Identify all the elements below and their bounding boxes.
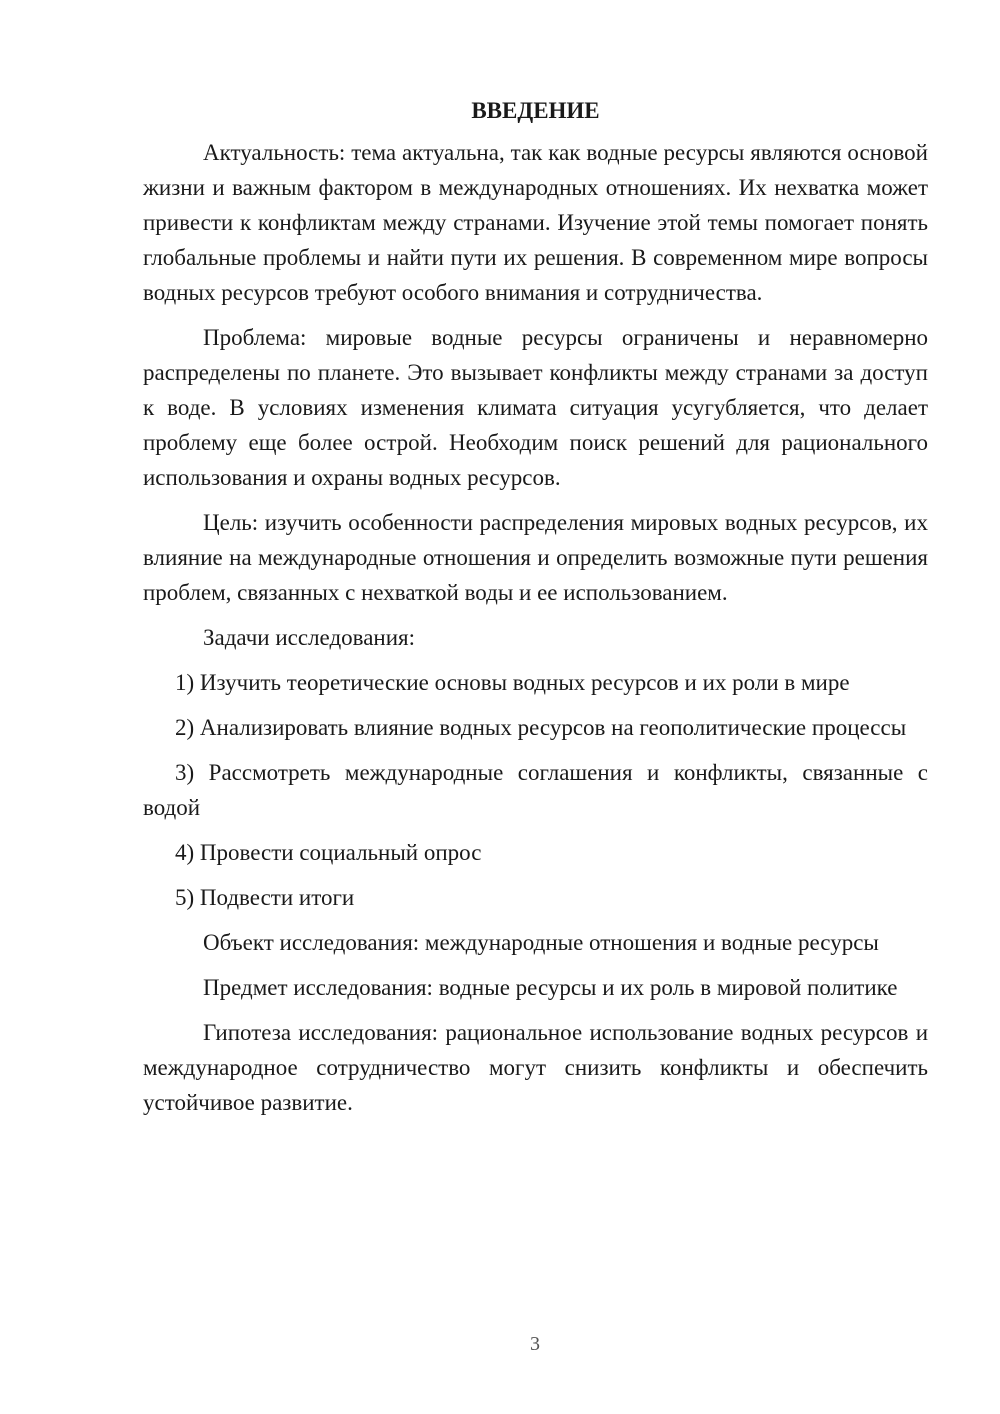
relevance-paragraph: Актуальность: тема актуальна, так как водные ресурсы являются основой жизни и важным фактором в международных отношениях. Их нехватка может привести к конфликтам между странами. Изучение этой темы помогает понять глобальные проблемы и найти пути их решения. В современном мире вопросы водных ресурсов требуют особого внимания и сотрудничества.	[143, 140, 928, 305]
section-title: ВВЕДЕНИЕ	[471, 98, 600, 123]
hypothesis-paragraph: Гипотеза исследования: рациональное использование водных ресурсов и международное сотрудничество могут снизить конфликты и обеспечить устойчивое развитие.	[143, 1020, 928, 1115]
page-content	[143, 93, 928, 1120]
subject-paragraph: Предмет исследования: водные ресурсы и их роль в мировой политике	[203, 975, 898, 1000]
task-item-1: 1) Изучить теоретические основы водных ресурсов и их роли в мире	[175, 670, 850, 695]
object-paragraph: Объект исследования: международные отношения и водные ресурсы	[203, 930, 879, 955]
goal-paragraph: Цель: изучить особенности распределения мировых водных ресурсов, их влияние на международные отношения и определить возможные пути решения проблем, связанных с нехваткой воды и ее использованием.	[143, 510, 928, 605]
page-number: 3	[530, 1333, 540, 1355]
problem-paragraph: Проблема: мировые водные ресурсы ограничены и неравномерно распределены по планете. Это вызывает конфликты между странами за доступ к воде. В условиях изменения климата ситуация усугубляется, что делает проблему еще более острой. Необходим поиск решений для рационального использования и охраны водных ресурсов.	[143, 325, 928, 490]
tasks-heading: Задачи исследования:	[203, 625, 416, 650]
task-item-5: 5) Подвести итоги	[175, 885, 355, 910]
task-item-3: 3) Рассмотреть международные соглашения и конфликты, связанные с водой	[143, 760, 928, 820]
task-item-4: 4) Провести социальный опрос	[175, 840, 482, 865]
task-item-2: 2) Анализировать влияние водных ресурсов на геополитические процессы	[175, 715, 907, 740]
